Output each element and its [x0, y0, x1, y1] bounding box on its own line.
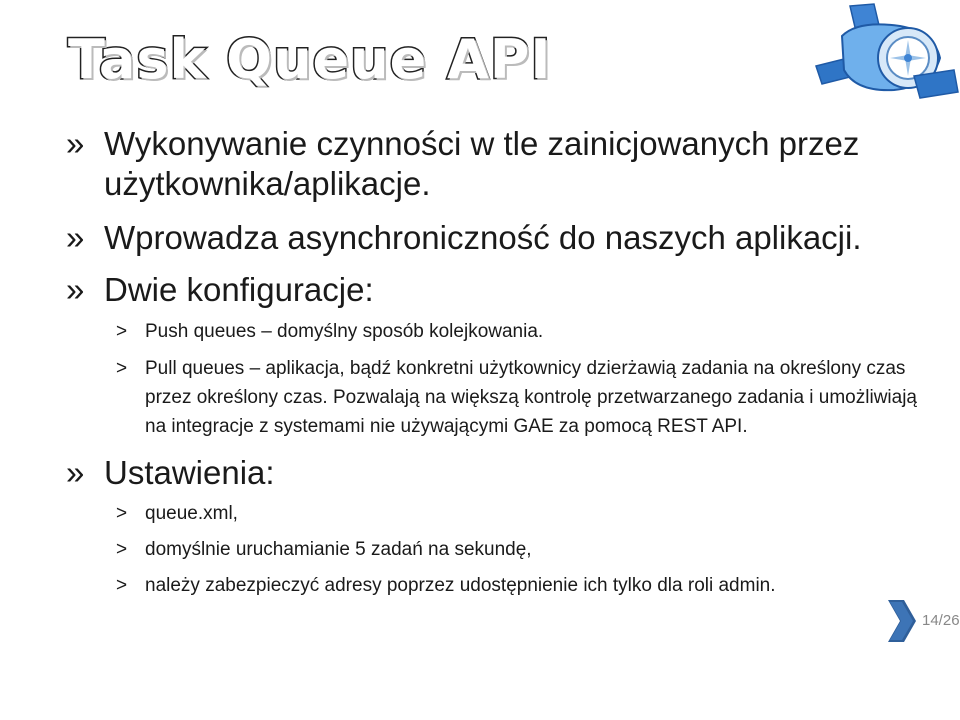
sub-bullet-marker: > — [116, 358, 128, 379]
app-engine-logo-icon — [812, 0, 960, 108]
bullet-item — [66, 124, 926, 204]
slide-content — [66, 124, 926, 600]
sub-bullet-item — [66, 317, 926, 346]
sub-bullet-item — [66, 535, 926, 564]
page-number: 14/26 — [922, 612, 960, 629]
sub-bullet-item — [66, 571, 926, 600]
sub-bullet-marker: > — [116, 575, 128, 596]
sub-bullet-text: domyślnie uruchamianie 5 zadań na sekundę, — [145, 539, 532, 560]
bullet-text: Wprowadza asynchroniczność do naszych aplikacji. — [104, 219, 862, 256]
bullet-text: Wykonywanie czynności w tle zainicjowanych przez użytkownika/aplikacje. — [104, 125, 860, 202]
page-title: Task Queue API — [68, 28, 552, 91]
sub-bullet-text: queue.xml, — [145, 503, 238, 524]
bullet-marker: » — [66, 271, 85, 308]
bullet-text: Ustawienia: — [104, 454, 275, 491]
bullet-marker: » — [66, 454, 85, 491]
sub-bullet-item — [66, 354, 926, 441]
bullet-item — [66, 453, 926, 493]
bullet-text: Dwie konfiguracje: — [104, 271, 374, 308]
bullet-item — [66, 218, 926, 258]
bullet-marker: » — [66, 125, 85, 162]
sub-bullet-marker: > — [116, 539, 128, 560]
sub-bullet-marker: > — [116, 503, 128, 524]
sub-bullet-text: Push queues – domyślny sposób kolejkowania. — [145, 321, 544, 342]
sub-bullet-text: Pull queues – aplikacja, bądź konkretni użytkownicy dzierżawią zadania na określony czas przez określony czas. Pozwalają na większą kontrolę przetwarzanego zadania i umożliwiają na integracje z systemami nie używającymi GAE za pomocą REST API. — [145, 358, 917, 437]
bullet-marker: » — [66, 219, 85, 256]
sub-bullet-marker: > — [116, 321, 128, 342]
bullet-item — [66, 270, 926, 310]
sub-bullet-item — [66, 499, 926, 528]
chevron-right-icon[interactable] — [884, 598, 918, 644]
sub-bullet-text: należy zabezpieczyć adresy poprzez udostępnienie ich tylko dla roli admin. — [145, 575, 776, 596]
